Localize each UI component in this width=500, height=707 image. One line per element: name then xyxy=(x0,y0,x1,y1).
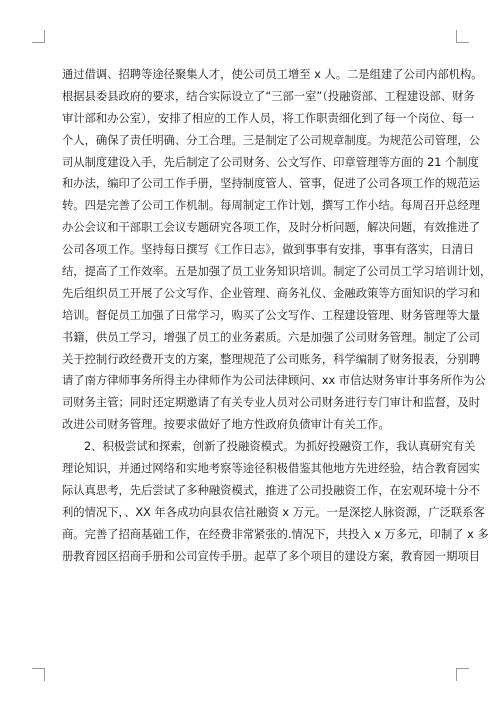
text-line: 利的情况下，、XX 年各成功向县农信社融资 x 万元。一是深挖人脉资源，广泛联系客 xyxy=(62,505,485,519)
text-line: 2、积极尝试和探索，创新了投融资模式。为抓好投融资工作，我认真研究有关 xyxy=(84,440,476,454)
text-line: 审计部和办公室），安排了相应的工作人员，将工作职责细化到了每一个岗位、每一 xyxy=(62,111,475,125)
crop-mark-bottom-right xyxy=(456,668,469,681)
crop-mark-top-left xyxy=(32,30,45,43)
text-line: 办公会议和干部职工会议专题研究各项工作，及时分析问题，解决问题，有效推进了 xyxy=(62,221,480,235)
text-line: 司从制度建设入手，先后制定了公司财务、公文写作、印章管理等方面的 21 个制度 xyxy=(62,155,479,169)
text-line: 通过借调、招聘等途径聚集人才，使公司员工增至 x 人。二是组建了公司内部机构。 xyxy=(62,68,483,81)
text-line: 商。完善了招商基础工作，在经费非常紧张的.情况下，共投入 x 万多元，印制了 x 多 xyxy=(62,527,489,541)
crop-mark-top-right xyxy=(456,30,469,43)
document-body xyxy=(62,64,492,567)
text-line: 先后组织员工开展了公文写作、企业管理、商务礼仪、金融政策等方面知识的学习和 xyxy=(62,286,480,300)
text-line: 请了南方律师事务所得主办律师作为公司法律顾问、xx 市信达财务审计事务所作为公 xyxy=(62,374,486,388)
text-line: 关于控制行政经费开支的方案，整理规范了公司账务，科学编制了财务报表，分别聘 xyxy=(62,352,480,366)
text-line: 际认真思考，先后尝试了多种融资模式，推进了公司投融资工作，在宏观环境十分不 xyxy=(62,483,480,497)
text-line: 册教育园区招商手册和公司宣传手册。起草了多个项目的建设方案，教育园一期项目 xyxy=(62,549,480,563)
text-line: 培训。督促员工加强了日常学习，购买了公文写作、工程建设管理、财务管理等大量 xyxy=(62,308,480,322)
crop-mark-bottom-left xyxy=(32,668,45,681)
text-line: 个人，确保了责任明确、分工合理。三是制定了公司规章制度。为规范公司管理，公 xyxy=(62,133,480,147)
text-line: 理论知识，并通过网络和实地考察等途径积极借鉴其他地方先进经验，结合教育园实 xyxy=(62,462,480,476)
text-line: 结，提高了工作效率。五是加强了员工业务知识培训。制定了公司员工学习培训计划， xyxy=(62,265,492,279)
text-line: 司财务主管；同时还定期邀请了有关专业人员对公司财务进行专门审计和监督，及时 xyxy=(62,396,480,410)
text-line: 转。四是完善了公司工作机制。每周制定工作计划，撰写工作小结。每周召开总经理 xyxy=(62,199,480,213)
text-line: 改进公司财务管理。按要求做好了地方性政府负债审计有关工作。 xyxy=(62,418,390,432)
text-line: 和办法，编印了公司工作手册，坚持制度管人、管事，促进了公司各项工作的规范运 xyxy=(62,177,480,191)
text-line: 根据县委县政府的要求，结合实际设立了“三部一室”（投融资部、工程建设部、财务 xyxy=(62,89,475,103)
text-line: 公司各项工作。坚持每日撰写《工作日志》，做到事事有安排，事事有落实，日清日 xyxy=(62,243,475,257)
text-line: 书籍，供员工学习，增强了员工的业务素质。六是加强了公司财务管理。制定了公司 xyxy=(62,330,480,344)
